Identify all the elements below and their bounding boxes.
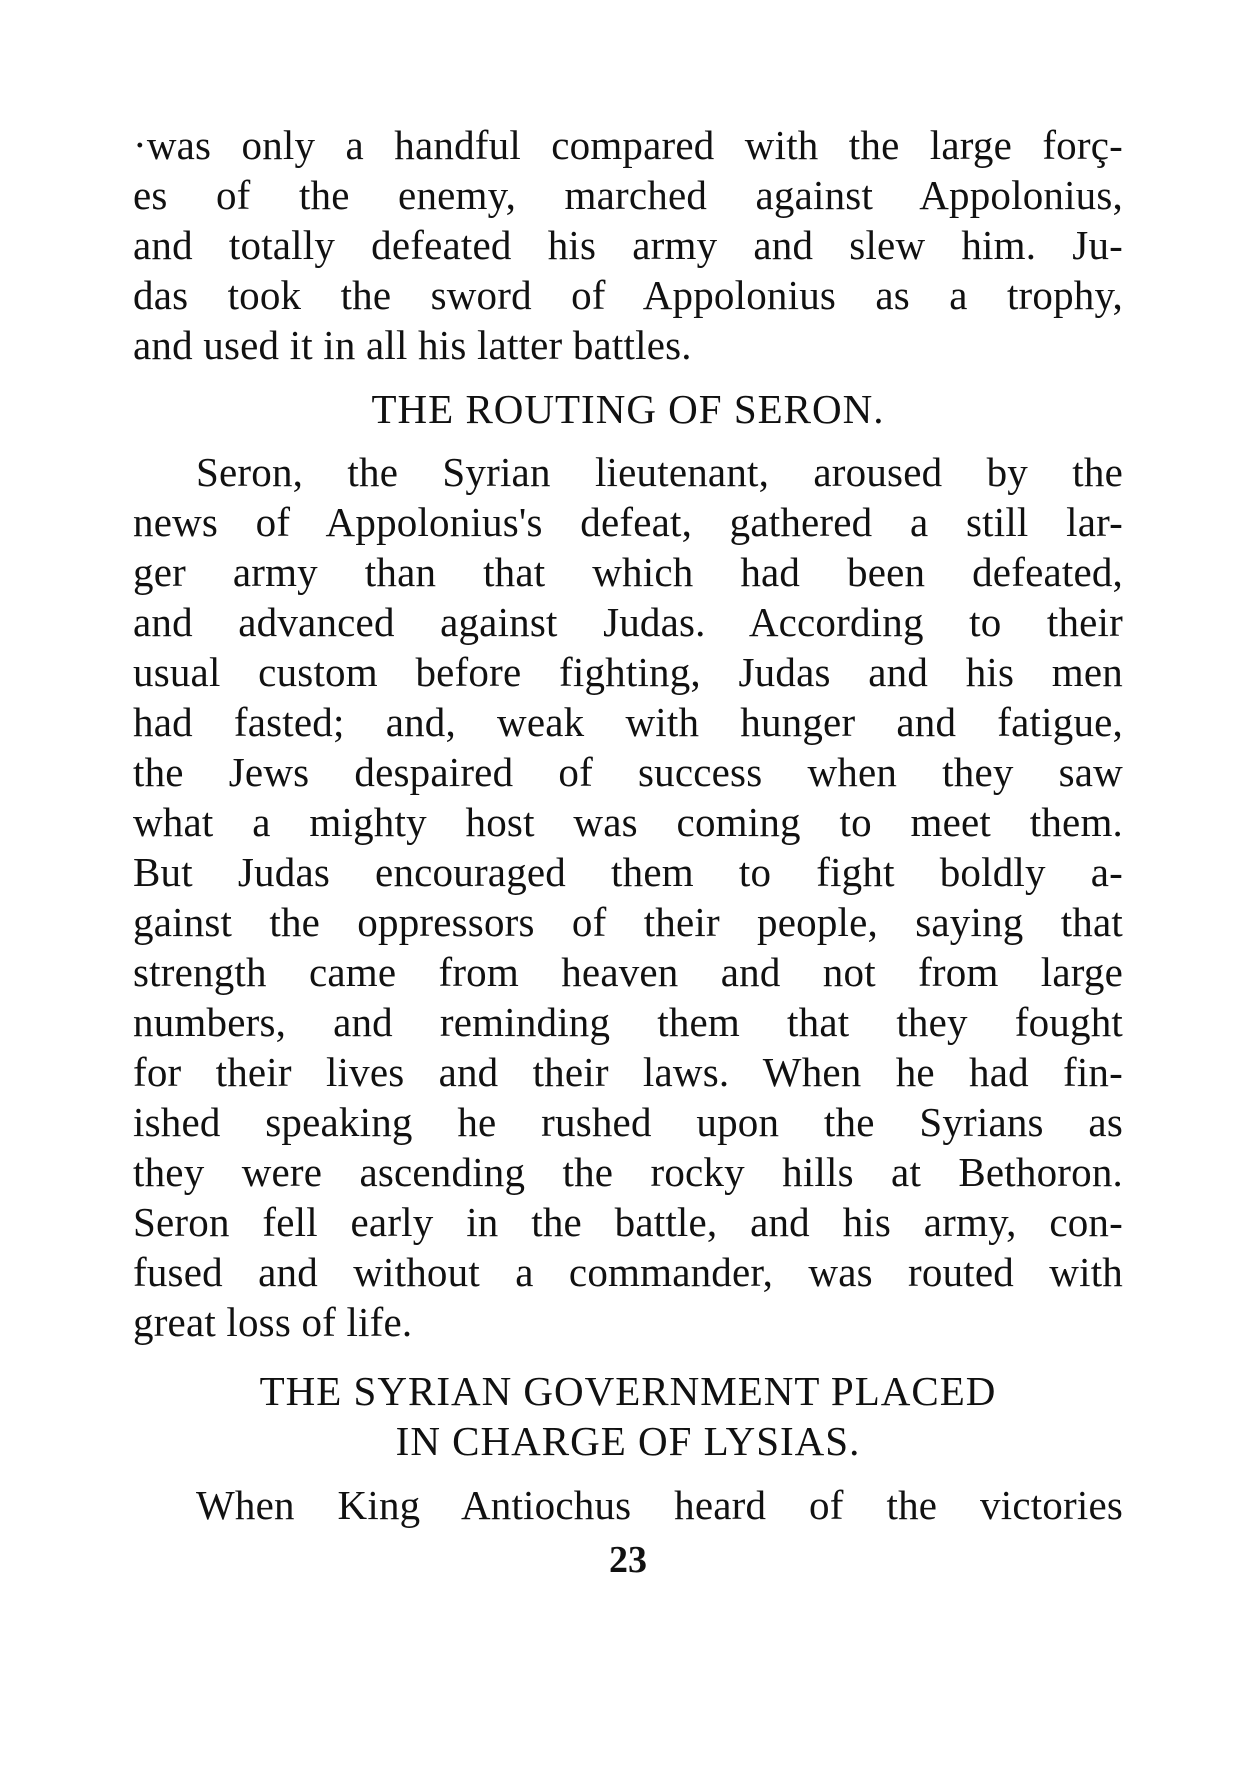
paragraph-3-line-1: When King Antiochus heard of the victories [196,1482,1123,1528]
paragraph-1-line-1: ·was only a handful compared with the large forç- [133,122,1123,168]
section-heading-line-1: THE SYRIAN GOVERNMENT PLACED [259,1368,997,1414]
paragraph-2-line-5: usual custom before fighting, Judas and his men [133,649,1123,695]
paragraph-2-line-16: Seron fell early in the battle, and his army, con- [133,1199,1123,1245]
paragraph-2-line-14: ished speaking he rushed upon the Syrians as [133,1099,1123,1145]
paragraph-1-line-2: es of the enemy, marched against Appolonius, [133,172,1123,218]
paragraph-2-line-9: But Judas encouraged them to fight boldly a- [133,849,1123,895]
paragraph-1-line-3: and totally defeated his army and slew him. Ju- [133,222,1123,268]
paragraph-2-line-7: the Jews despaired of success when they saw [133,749,1123,795]
paragraph-2-line-6: had fasted; and, weak with hunger and fatigue, [133,699,1123,745]
paragraph-2-line-3: ger army than that which had been defeated, [133,549,1123,595]
page-number: 23 [609,1539,647,1581]
paragraph-2-line-1: Seron, the Syrian lieutenant, aroused by the [196,449,1123,495]
section-heading-line-2: IN CHARGE OF LYSIAS. [395,1418,861,1464]
paragraph-2-line-8: what a mighty host was coming to meet them. [133,799,1123,845]
paragraph-2-line-10: gainst the oppressors of their people, saying that [133,899,1123,945]
paragraph-2-line-2: news of Appolonius's defeat, gathered a still lar- [133,499,1123,545]
paragraph-2-line-11: strength came from heaven and not from large [133,949,1123,995]
paragraph-2-line-17: fused and without a commander, was routed with [133,1249,1123,1295]
paragraph-2-line-13: for their lives and their laws. When he had fin- [133,1049,1123,1095]
paragraph-2-line-18: great loss of life. [133,1299,413,1345]
paragraph-2-line-12: numbers, and reminding them that they fought [133,999,1123,1045]
paragraph-1-line-5: and used it in all his latter battles. [133,322,692,368]
paragraph-2-line-15: they were ascending the rocky hills at Bethoron. [133,1149,1123,1195]
paragraph-1-line-4: das took the sword of Appolonius as a trophy, [133,272,1123,318]
paragraph-2-line-4: and advanced against Judas. According to their [133,599,1123,645]
section-heading-routing-of-seron: THE ROUTING OF SERON. [371,386,885,432]
